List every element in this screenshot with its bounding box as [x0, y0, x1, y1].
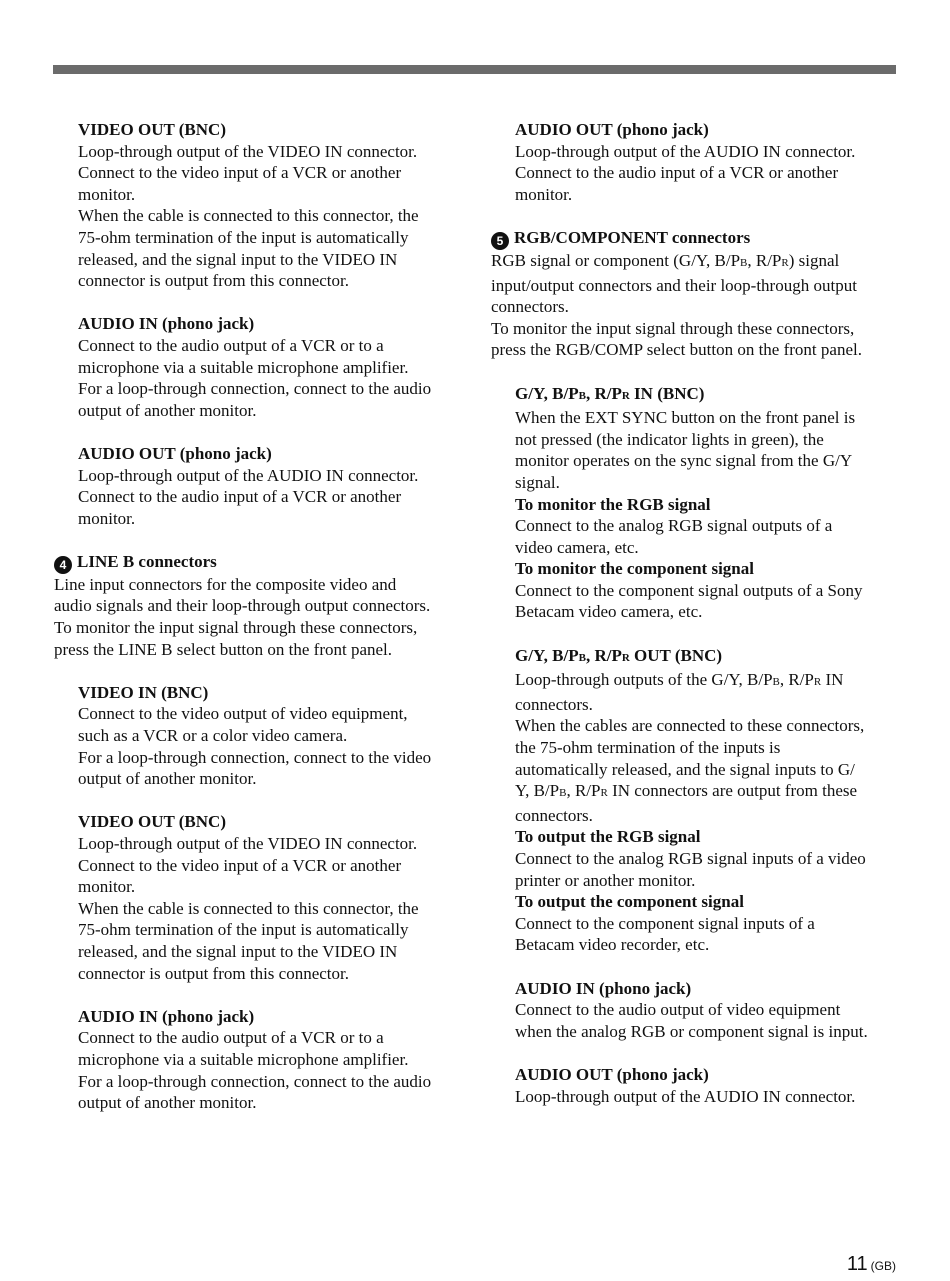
page-number-value: 11	[846, 1253, 868, 1275]
audio-out-block	[515, 119, 916, 205]
subheading: To monitor the component signal	[515, 559, 754, 579]
audio-in-block	[78, 1006, 474, 1114]
video-out-block	[78, 119, 474, 292]
audio-out-heading: AUDIO OUT (phono jack)	[78, 443, 272, 463]
video-in-block	[78, 682, 474, 790]
gy-in-block	[515, 383, 916, 624]
audio-out-block	[515, 1064, 916, 1107]
subheading-text: Connect to the component signal outputs of a Sony Betacam video camera, etc.	[515, 580, 863, 622]
section-number-badge: 5	[491, 232, 509, 250]
left-column	[54, 119, 474, 1114]
gy-out-text: connectors. When the cables are connected to these connectors, the 75-ohm termination of the inputs is automatically released, and the signal inputs to G/	[515, 694, 865, 779]
audio-in-heading: AUDIO IN (phono jack)	[78, 314, 255, 334]
subheading: To monitor the RGB signal	[515, 494, 711, 514]
gy-out-block	[515, 645, 916, 956]
audio-out-heading: AUDIO OUT (phono jack)	[515, 120, 709, 139]
audio-in-text: Connect to the audio output of a VCR or to a microphone via a suitable microphone amplifier. For a loop-through connection, connect to the audio output of another monitor.	[78, 1028, 432, 1113]
page-region: (GB)	[870, 1259, 896, 1273]
video-out-block	[78, 811, 474, 984]
section-line-b	[54, 551, 474, 660]
right-column	[491, 119, 916, 1107]
top-rule	[53, 65, 896, 74]
section-title	[491, 227, 916, 250]
section-intro: Line input connectors for the composite video and audio signals and their loop-through output connectors. To monitor the input signal through these connectors, press the LINE B select button on the front panel.	[54, 574, 431, 659]
video-out-text: Loop-through output of the VIDEO IN connector. Connect to the video input of a VCR or another monitor. When the cable is connected to this connector, the 75-ohm termination of the input is automatically released, and the signal input to the VIDEO IN connector is output from this connector.	[78, 141, 419, 291]
video-out-heading: VIDEO OUT (BNC)	[78, 120, 226, 139]
audio-in-block	[78, 313, 474, 421]
audio-out-heading: AUDIO OUT (phono jack)	[515, 1064, 709, 1084]
subheading-text: Connect to the analog RGB signal outputs of a video camera, etc.	[515, 516, 833, 557]
subheading: To output the RGB signal	[515, 827, 701, 847]
subheading: To output the component signal	[515, 892, 744, 912]
section-title-text: RGB/COMPONENT connectors	[514, 227, 751, 247]
audio-in-block	[515, 978, 916, 1043]
audio-in-heading: AUDIO IN (phono jack)	[78, 1006, 255, 1026]
section-title	[54, 551, 474, 574]
section-title-text: LINE B connectors	[77, 551, 217, 571]
audio-out-block	[78, 443, 474, 529]
section-number-badge: 4	[54, 556, 72, 574]
section-intro: RGB signal or component (G/Y, B/PB, R/PR) signal input/output connectors and their loop-through output connectors. To monitor the input signal through these connectors, press the RGB/COMP select button on the front panel.	[491, 250, 862, 360]
video-in-text: Connect to the video output of video equipment, such as a VCR or a color video camera. For a loop-through connection, connect to the video output of another monitor.	[78, 704, 432, 789]
gy-in-heading: G/Y, B/PB, R/PR IN (BNC)	[515, 383, 705, 403]
audio-out-text: Loop-through output of the AUDIO IN connector. Connect to the audio input of a VCR or another monitor.	[78, 465, 419, 528]
gy-out-line: Loop-through outputs of the G/Y, B/PB, R/PR IN	[515, 670, 844, 690]
section-rgb-component	[491, 227, 916, 361]
video-in-heading: VIDEO IN (BNC)	[78, 682, 209, 702]
gy-in-text: When the EXT SYNC button on the front panel is not pressed (the indicator lights in green), the monitor operates on the sync signal from the G/Y signal.	[515, 408, 856, 492]
audio-out-text: Loop-through output of the AUDIO IN connector. Connect to the audio input of a VCR or another monitor.	[515, 141, 856, 204]
audio-in-text: Connect to the audio output of a VCR or to a microphone via a suitable microphone amplifier. For a loop-through connection, connect to the audio output of another monitor.	[78, 335, 432, 420]
audio-in-heading: AUDIO IN (phono jack)	[515, 978, 692, 998]
page-number	[847, 1253, 896, 1277]
video-out-heading: VIDEO OUT (BNC)	[78, 812, 226, 832]
gy-out-line: Y, B/PB, R/PR IN connectors are output from these	[515, 781, 858, 801]
gy-out-heading: G/Y, B/PB, R/PR OUT (BNC)	[515, 645, 723, 665]
subheading-text: Connect to the component signal inputs of a Betacam video recorder, etc.	[515, 913, 815, 955]
video-out-text: Loop-through output of the VIDEO IN connector. Connect to the video input of a VCR or another monitor. When the cable is connected to this connector, the 75-ohm termination of the input is automatically released, and the signal input to the VIDEO IN connector is output from this connector.	[78, 834, 419, 983]
audio-out-text: Loop-through output of the AUDIO IN connector.	[515, 1086, 856, 1106]
gy-out-text: connectors.	[515, 805, 593, 825]
audio-in-text: Connect to the audio output of video equipment when the analog RGB or component signal is input.	[515, 1000, 868, 1041]
subheading-text: Connect to the analog RGB signal inputs of a video printer or another monitor.	[515, 849, 866, 890]
